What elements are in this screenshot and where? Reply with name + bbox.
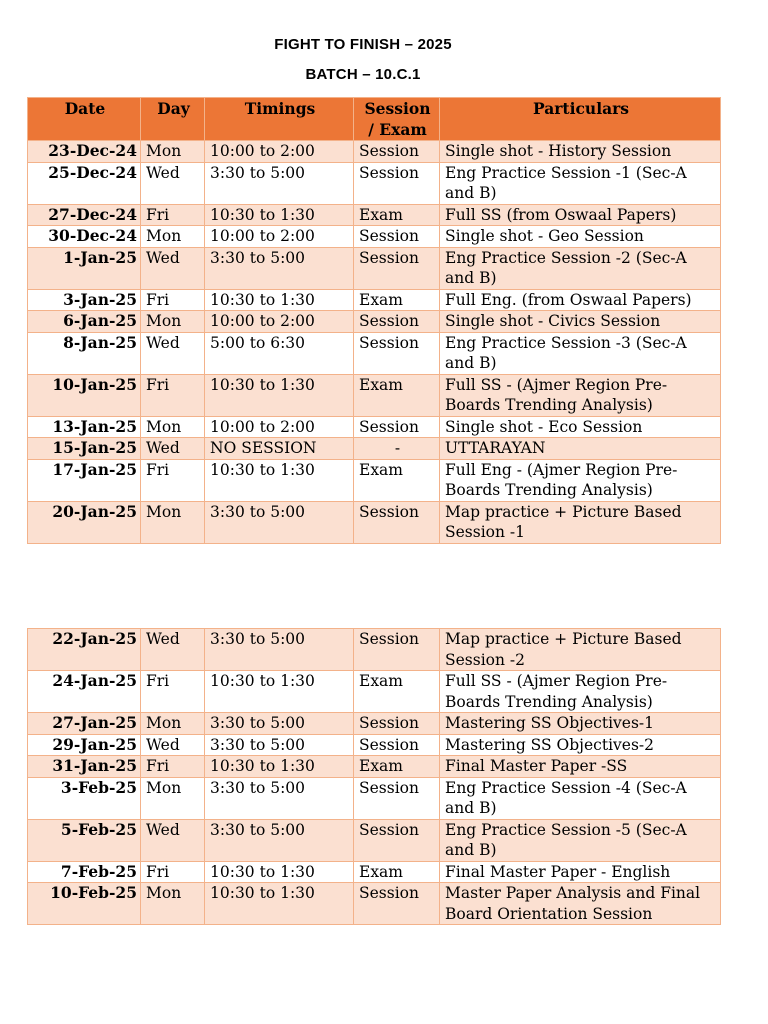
date-cell: 29-Jan-25 (28, 734, 141, 756)
day-cell: Mon (141, 141, 205, 163)
table-row (28, 629, 721, 671)
session-type-cell: Exam (354, 289, 440, 311)
header-session-exam: Session / Exam (354, 98, 440, 141)
day-cell: Wed (141, 438, 205, 460)
day-cell: Mon (141, 777, 205, 819)
session-type-cell: Session (354, 311, 440, 333)
timings-cell: 10:30 to 1:30 (205, 459, 354, 501)
session-type-cell: Session (354, 629, 440, 671)
session-type-cell: Session (354, 713, 440, 735)
day-cell: Mon (141, 311, 205, 333)
header-timings: Timings (205, 98, 354, 141)
session-type-cell: Exam (354, 756, 440, 778)
particulars-cell: Eng Practice Session -2 (Sec-A and B) (440, 247, 721, 289)
day-cell: Fri (141, 671, 205, 713)
date-cell: 24-Jan-25 (28, 671, 141, 713)
table-row (28, 671, 721, 713)
timings-cell: 3:30 to 5:00 (205, 819, 354, 861)
schedule-table-2 (27, 628, 721, 925)
session-type-cell: Session (354, 141, 440, 163)
date-cell: 10-Jan-25 (28, 374, 141, 416)
date-cell: 27-Dec-24 (28, 204, 141, 226)
table-row (28, 777, 721, 819)
date-cell: 25-Dec-24 (28, 162, 141, 204)
day-cell: Wed (141, 629, 205, 671)
particulars-cell: Map practice + Picture Based Session -1 (440, 501, 721, 543)
session-type-cell: Session (354, 501, 440, 543)
date-cell: 3-Feb-25 (28, 777, 141, 819)
date-cell: 8-Jan-25 (28, 332, 141, 374)
date-cell: 3-Jan-25 (28, 289, 141, 311)
session-type-cell: - (354, 438, 440, 460)
timings-cell: 10:00 to 2:00 (205, 311, 354, 333)
particulars-cell: Single shot - Civics Session (440, 311, 721, 333)
session-type-cell: Exam (354, 459, 440, 501)
session-type-cell: Exam (354, 861, 440, 883)
table-row (28, 416, 721, 438)
particulars-cell: Full SS - (Ajmer Region Pre-Boards Trending Analysis) (440, 374, 721, 416)
particulars-cell: Single shot - History Session (440, 141, 721, 163)
date-cell: 5-Feb-25 (28, 819, 141, 861)
table-row (28, 162, 721, 204)
date-cell: 15-Jan-25 (28, 438, 141, 460)
date-cell: 17-Jan-25 (28, 459, 141, 501)
day-cell: Mon (141, 883, 205, 925)
table-row (28, 374, 721, 416)
particulars-cell: Full Eng. (from Oswaal Papers) (440, 289, 721, 311)
table-row (28, 438, 721, 460)
session-type-cell: Session (354, 226, 440, 248)
timings-cell: 10:30 to 1:30 (205, 861, 354, 883)
particulars-cell: Final Master Paper -SS (440, 756, 721, 778)
date-cell: 30-Dec-24 (28, 226, 141, 248)
day-cell: Fri (141, 459, 205, 501)
session-type-cell: Session (354, 734, 440, 756)
schedule-table-1 (27, 97, 721, 544)
timings-cell: 10:00 to 2:00 (205, 226, 354, 248)
session-type-cell: Session (354, 162, 440, 204)
particulars-cell: Full SS (from Oswaal Papers) (440, 204, 721, 226)
day-cell: Wed (141, 734, 205, 756)
date-cell: 31-Jan-25 (28, 756, 141, 778)
particulars-cell: Single shot - Eco Session (440, 416, 721, 438)
date-cell: 10-Feb-25 (28, 883, 141, 925)
timings-cell: 3:30 to 5:00 (205, 713, 354, 735)
header-particulars: Particulars (440, 98, 721, 141)
batch-title: BATCH – 10.C.1 (305, 66, 421, 83)
session-type-cell: Session (354, 247, 440, 289)
particulars-cell: Single shot - Geo Session (440, 226, 721, 248)
particulars-cell: Eng Practice Session -5 (Sec-A and B) (440, 819, 721, 861)
timings-cell: 10:30 to 1:30 (205, 204, 354, 226)
day-cell: Fri (141, 374, 205, 416)
day-cell: Mon (141, 501, 205, 543)
day-cell: Wed (141, 332, 205, 374)
table-row (28, 713, 721, 735)
timings-cell: 5:00 to 6:30 (205, 332, 354, 374)
day-cell: Fri (141, 861, 205, 883)
header-day: Day (141, 98, 205, 141)
particulars-cell: Final Master Paper - English (440, 861, 721, 883)
day-cell: Wed (141, 162, 205, 204)
timings-cell: 3:30 to 5:00 (205, 162, 354, 204)
timings-cell: 3:30 to 5:00 (205, 247, 354, 289)
timings-cell: 10:30 to 1:30 (205, 289, 354, 311)
table-row (28, 311, 721, 333)
timings-cell: 10:00 to 2:00 (205, 416, 354, 438)
date-cell: 20-Jan-25 (28, 501, 141, 543)
session-type-cell: Session (354, 819, 440, 861)
particulars-cell: Master Paper Analysis and Final Board Orientation Session (440, 883, 721, 925)
particulars-cell: UTTARAYAN (440, 438, 721, 460)
particulars-cell: Eng Practice Session -3 (Sec-A and B) (440, 332, 721, 374)
timings-cell: 3:30 to 5:00 (205, 501, 354, 543)
timings-cell: 10:30 to 1:30 (205, 671, 354, 713)
particulars-cell: Eng Practice Session -1 (Sec-A and B) (440, 162, 721, 204)
timings-cell: NO SESSION (205, 438, 354, 460)
table-row (28, 501, 721, 543)
particulars-cell: Mastering SS Objectives-1 (440, 713, 721, 735)
day-cell: Mon (141, 416, 205, 438)
table-row (28, 861, 721, 883)
timings-cell: 10:30 to 1:30 (205, 374, 354, 416)
particulars-cell: Full Eng - (Ajmer Region Pre-Boards Trending Analysis) (440, 459, 721, 501)
particulars-cell: Map practice + Picture Based Session -2 (440, 629, 721, 671)
table-row (28, 883, 721, 925)
day-cell: Wed (141, 247, 205, 289)
timings-cell: 3:30 to 5:00 (205, 777, 354, 819)
document-title: FIGHT TO FINISH – 2025 (274, 36, 452, 53)
session-type-cell: Exam (354, 374, 440, 416)
header-date: Date (28, 98, 141, 141)
table-row (28, 289, 721, 311)
particulars-cell: Eng Practice Session -4 (Sec-A and B) (440, 777, 721, 819)
table-row (28, 247, 721, 289)
session-type-cell: Session (354, 416, 440, 438)
date-cell: 13-Jan-25 (28, 416, 141, 438)
date-cell: 27-Jan-25 (28, 713, 141, 735)
timings-cell: 10:30 to 1:30 (205, 883, 354, 925)
table-row (28, 226, 721, 248)
day-cell: Mon (141, 713, 205, 735)
date-cell: 6-Jan-25 (28, 311, 141, 333)
day-cell: Wed (141, 819, 205, 861)
session-type-cell: Session (354, 883, 440, 925)
table-row (28, 819, 721, 861)
particulars-cell: Mastering SS Objectives-2 (440, 734, 721, 756)
date-cell: 7-Feb-25 (28, 861, 141, 883)
timings-cell: 10:30 to 1:30 (205, 756, 354, 778)
day-cell: Fri (141, 204, 205, 226)
timings-cell: 10:00 to 2:00 (205, 141, 354, 163)
timings-cell: 3:30 to 5:00 (205, 734, 354, 756)
table-row (28, 332, 721, 374)
table-row (28, 756, 721, 778)
particulars-cell: Full SS - (Ajmer Region Pre-Boards Trending Analysis) (440, 671, 721, 713)
table-row (28, 141, 721, 163)
session-type-cell: Exam (354, 671, 440, 713)
timings-cell: 3:30 to 5:00 (205, 629, 354, 671)
session-type-cell: Session (354, 777, 440, 819)
table-header-row (28, 98, 721, 141)
date-cell: 23-Dec-24 (28, 141, 141, 163)
day-cell: Fri (141, 756, 205, 778)
day-cell: Mon (141, 226, 205, 248)
table-row (28, 459, 721, 501)
session-type-cell: Session (354, 332, 440, 374)
table-row (28, 734, 721, 756)
date-cell: 22-Jan-25 (28, 629, 141, 671)
date-cell: 1-Jan-25 (28, 247, 141, 289)
table-row (28, 204, 721, 226)
day-cell: Fri (141, 289, 205, 311)
session-type-cell: Exam (354, 204, 440, 226)
